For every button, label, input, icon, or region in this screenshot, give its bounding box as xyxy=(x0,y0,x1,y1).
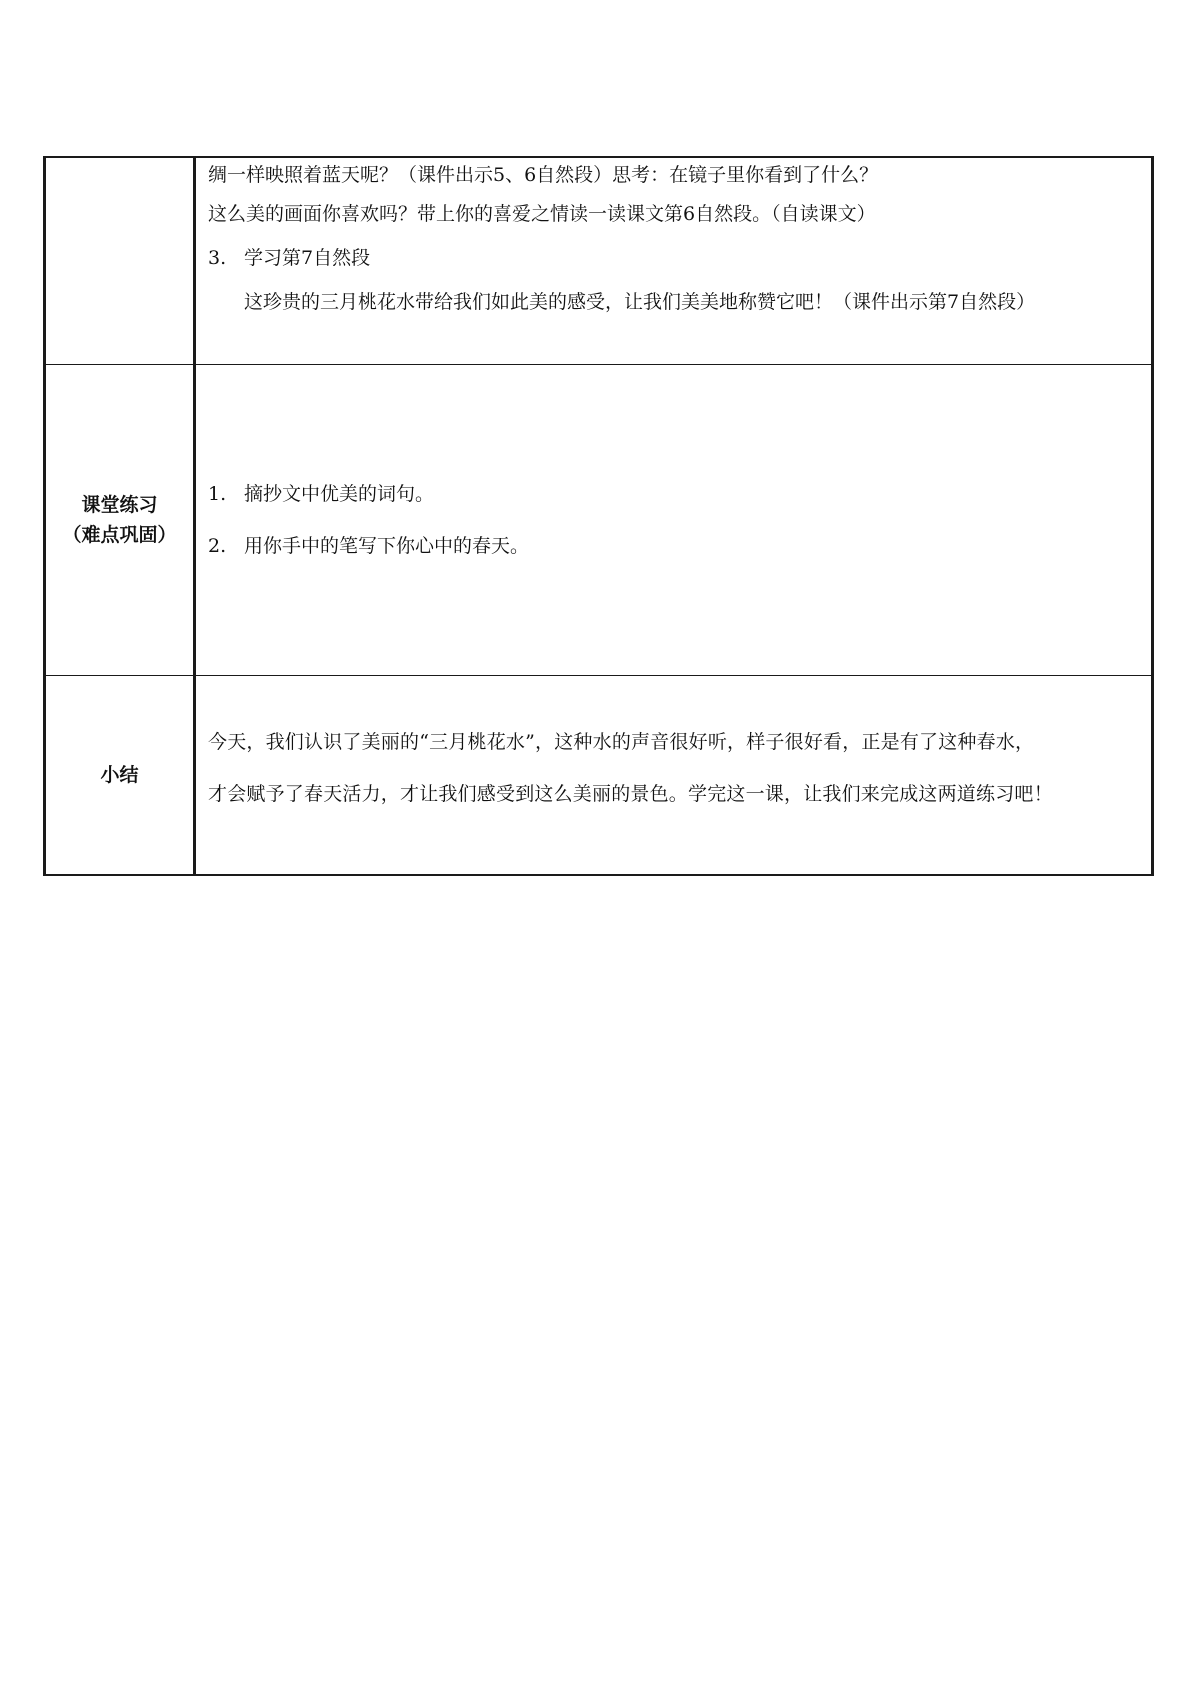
row-content xyxy=(196,676,1151,874)
table-row xyxy=(46,364,1151,675)
row-label xyxy=(46,365,196,675)
row-label xyxy=(46,158,196,364)
item-text: 用你手中的笔写下你心中的春天。 xyxy=(244,535,530,557)
item-number: 3. xyxy=(208,247,227,269)
row-content xyxy=(196,158,1151,364)
table-row xyxy=(46,158,1151,364)
numbered-heading xyxy=(208,236,1143,280)
indented-paragraph: 这珍贵的三月桃花水带给我们如此美的感受，让我们美美地称赞它吧！（课件出示第7自然段） xyxy=(244,291,1036,313)
text-line: 绸一样映照着蓝天呢？（课件出示5、6自然段）思考：在镜子里你看到了什么？ xyxy=(208,164,879,186)
label-line: 课堂练习 xyxy=(81,494,158,516)
item-text: 学习第7自然段 xyxy=(244,247,371,269)
list-item xyxy=(208,468,1143,520)
row-content xyxy=(196,365,1151,675)
text-line: 这么美的画面你喜欢吗？带上你的喜爱之情读一读课文第6自然段。（自读课文） xyxy=(208,203,876,225)
list-item xyxy=(208,520,1143,572)
table-row xyxy=(46,675,1151,874)
lesson-plan-table xyxy=(43,156,1154,876)
item-text: 摘抄文中优美的词句。 xyxy=(244,483,435,505)
label-line: 小结 xyxy=(100,764,139,786)
text-line: 才会赋予了春天活力，才让我们感受到这么美丽的景色。学完这一课，让我们来完成这两道练习吧！ xyxy=(208,783,1053,805)
item-number: 1. xyxy=(208,483,227,505)
row-label xyxy=(46,676,196,874)
label-line: （难点巩固） xyxy=(62,524,177,546)
text-line: 今天，我们认识了美丽的“三月桃花水”，这种水的声音很好听，样子很好看，正是有了这种春水， xyxy=(208,731,1035,753)
item-number: 2. xyxy=(208,535,227,557)
